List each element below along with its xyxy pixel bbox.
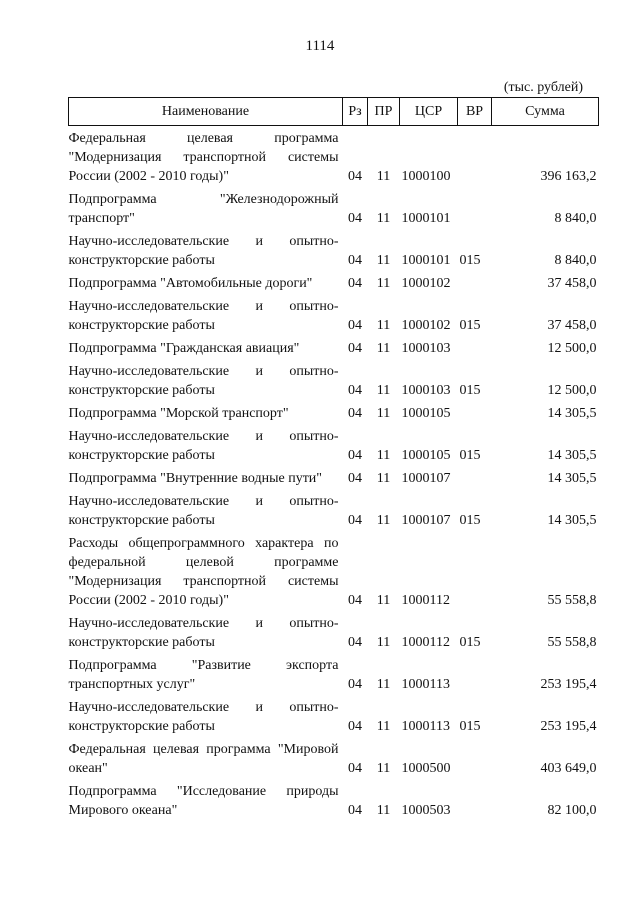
cell-sum: 8 840,0 <box>554 211 597 226</box>
cell-name: Подпрограмма "Автомобильные дороги" <box>68 276 313 291</box>
table-row <box>69 362 599 404</box>
cell-rz: 04 <box>348 761 362 776</box>
cell-vr <box>458 740 492 782</box>
header-pr: ПР <box>368 98 400 126</box>
cell-sum: 14 305,5 <box>547 513 597 528</box>
table-row <box>69 126 599 191</box>
cell-vr <box>458 339 492 362</box>
cell-sum: 37 458,0 <box>547 318 597 333</box>
cell-rz: 04 <box>348 635 362 650</box>
cell-csr: 1000500 <box>401 761 451 776</box>
header-name: Наименование <box>69 98 343 126</box>
cell-vr <box>458 274 492 297</box>
table-row <box>69 782 599 824</box>
cell-csr: 1000101 <box>401 211 451 226</box>
cell-vr <box>458 469 492 492</box>
cell-name: Подпрограмма "Развитие экспорта транспортных услуг" <box>68 658 339 692</box>
cell-vr: 015 <box>459 318 481 333</box>
cell-name: Научно-исследовательские и опытно-конструкторские работы <box>68 700 339 734</box>
table-row <box>69 404 599 427</box>
cell-rz: 04 <box>348 169 362 184</box>
table-row <box>69 297 599 339</box>
cell-rz: 04 <box>348 276 362 291</box>
cell-pr: 11 <box>376 761 391 776</box>
page-number: 1114 <box>305 38 335 54</box>
cell-pr: 11 <box>376 448 391 463</box>
table-header <box>69 98 599 126</box>
cell-name: Федеральная целевая программа "Модернизация транспортной системы России (2002 - 2010 годы)" <box>68 131 339 184</box>
cell-sum: 8 840,0 <box>554 253 597 268</box>
table-row <box>69 274 599 297</box>
table-row <box>69 232 599 274</box>
table-row <box>69 656 599 698</box>
cell-rz: 04 <box>348 253 362 268</box>
cell-csr: 1000113 <box>401 719 450 734</box>
cell-rz: 04 <box>348 341 362 356</box>
cell-vr: 015 <box>459 383 481 398</box>
table-row <box>69 427 599 469</box>
cell-sum: 253 195,4 <box>540 719 597 734</box>
cell-pr: 11 <box>376 211 391 226</box>
cell-csr: 1000112 <box>401 635 450 650</box>
cell-name: Научно-исследовательские и опытно-конструкторские работы <box>68 364 339 398</box>
cell-csr: 1000107 <box>401 471 451 486</box>
cell-vr <box>458 404 492 427</box>
cell-name: Подпрограмма "Исследование природы Мирового океана" <box>68 784 339 818</box>
cell-sum: 55 558,8 <box>547 593 597 608</box>
cell-rz: 04 <box>348 471 362 486</box>
cell-csr: 1000102 <box>401 276 451 291</box>
cell-csr: 1000503 <box>401 803 451 818</box>
cell-csr: 1000103 <box>401 341 451 356</box>
cell-vr: 015 <box>459 513 481 528</box>
cell-rz: 04 <box>348 318 362 333</box>
cell-csr: 1000102 <box>401 318 451 333</box>
cell-csr: 1000112 <box>401 593 450 608</box>
budget-table <box>68 97 599 824</box>
cell-name: Подпрограмма "Внутренние водные пути" <box>68 471 323 486</box>
cell-rz: 04 <box>348 593 362 608</box>
cell-name: Научно-исследовательские и опытно-конструкторские работы <box>68 616 339 650</box>
cell-pr: 11 <box>376 677 391 692</box>
cell-sum: 82 100,0 <box>547 803 597 818</box>
cell-pr: 11 <box>376 635 391 650</box>
cell-vr <box>458 126 492 191</box>
cell-rz: 04 <box>348 513 362 528</box>
cell-pr: 11 <box>376 406 391 421</box>
cell-rz: 04 <box>348 211 362 226</box>
cell-name: Подпрограмма "Гражданская авиация" <box>68 341 300 356</box>
cell-vr: 015 <box>459 253 481 268</box>
cell-name: Научно-исследовательские и опытно-конструкторские работы <box>68 234 339 268</box>
cell-vr <box>458 656 492 698</box>
cell-pr: 11 <box>376 253 391 268</box>
header-sum: Сумма <box>492 98 599 126</box>
cell-name: Федеральная целевая программа "Мировой океан" <box>68 742 339 776</box>
cell-sum: 37 458,0 <box>547 276 597 291</box>
cell-sum: 55 558,8 <box>547 635 597 650</box>
cell-vr: 015 <box>459 448 481 463</box>
cell-csr: 1000103 <box>401 383 451 398</box>
table-row <box>69 190 599 232</box>
cell-vr <box>458 534 492 614</box>
cell-pr: 11 <box>376 318 391 333</box>
cell-name: Научно-исследовательские и опытно-конструкторские работы <box>68 429 339 463</box>
header-csr: ЦСР <box>400 98 458 126</box>
table-row <box>69 492 599 534</box>
cell-rz: 04 <box>348 383 362 398</box>
cell-rz: 04 <box>348 406 362 421</box>
cell-sum: 12 500,0 <box>547 383 597 398</box>
table-body <box>69 126 599 825</box>
cell-pr: 11 <box>376 513 391 528</box>
cell-rz: 04 <box>348 448 362 463</box>
header-rz: Рз <box>343 98 368 126</box>
cell-rz: 04 <box>348 803 362 818</box>
cell-vr: 015 <box>459 719 481 734</box>
table-row <box>69 339 599 362</box>
cell-csr: 1000105 <box>401 406 451 421</box>
cell-rz: 04 <box>348 677 362 692</box>
cell-csr: 1000100 <box>401 169 451 184</box>
cell-pr: 11 <box>376 383 391 398</box>
cell-name: Научно-исследовательские и опытно-конструкторские работы <box>68 299 339 333</box>
cell-vr: 015 <box>459 635 481 650</box>
cell-vr <box>458 190 492 232</box>
cell-pr: 11 <box>376 719 391 734</box>
cell-sum: 12 500,0 <box>547 341 597 356</box>
cell-pr: 11 <box>376 593 391 608</box>
cell-rz: 04 <box>348 719 362 734</box>
cell-csr: 1000107 <box>401 513 451 528</box>
table-row <box>69 740 599 782</box>
header-vr: ВР <box>458 98 492 126</box>
cell-sum: 396 163,2 <box>540 169 597 184</box>
cell-sum: 14 305,5 <box>547 448 597 463</box>
cell-name: Научно-исследовательские и опытно-конструкторские работы <box>68 494 339 528</box>
table-row <box>69 469 599 492</box>
cell-name: Подпрограмма "Железнодорожный транспорт" <box>68 192 339 226</box>
cell-csr: 1000113 <box>401 677 450 692</box>
cell-csr: 1000105 <box>401 448 451 463</box>
cell-pr: 11 <box>376 169 391 184</box>
table-row <box>69 614 599 656</box>
table-row <box>69 698 599 740</box>
table-row <box>69 534 599 614</box>
cell-pr: 11 <box>376 471 391 486</box>
cell-sum: 403 649,0 <box>540 761 597 776</box>
units-label: (тыс. рублей) <box>503 80 583 95</box>
cell-name: Подпрограмма "Морской транспорт" <box>68 406 289 421</box>
cell-sum: 253 195,4 <box>540 677 597 692</box>
cell-sum: 14 305,5 <box>547 471 597 486</box>
cell-name: Расходы общепрограммного характера по федеральной целевой программе "Модернизация транспортной системы России (2002 - 2010 годы)" <box>68 536 339 608</box>
cell-pr: 11 <box>376 803 391 818</box>
cell-pr: 11 <box>376 276 391 291</box>
cell-csr: 1000101 <box>401 253 451 268</box>
cell-vr <box>458 782 492 824</box>
cell-sum: 14 305,5 <box>547 406 597 421</box>
cell-pr: 11 <box>376 341 391 356</box>
